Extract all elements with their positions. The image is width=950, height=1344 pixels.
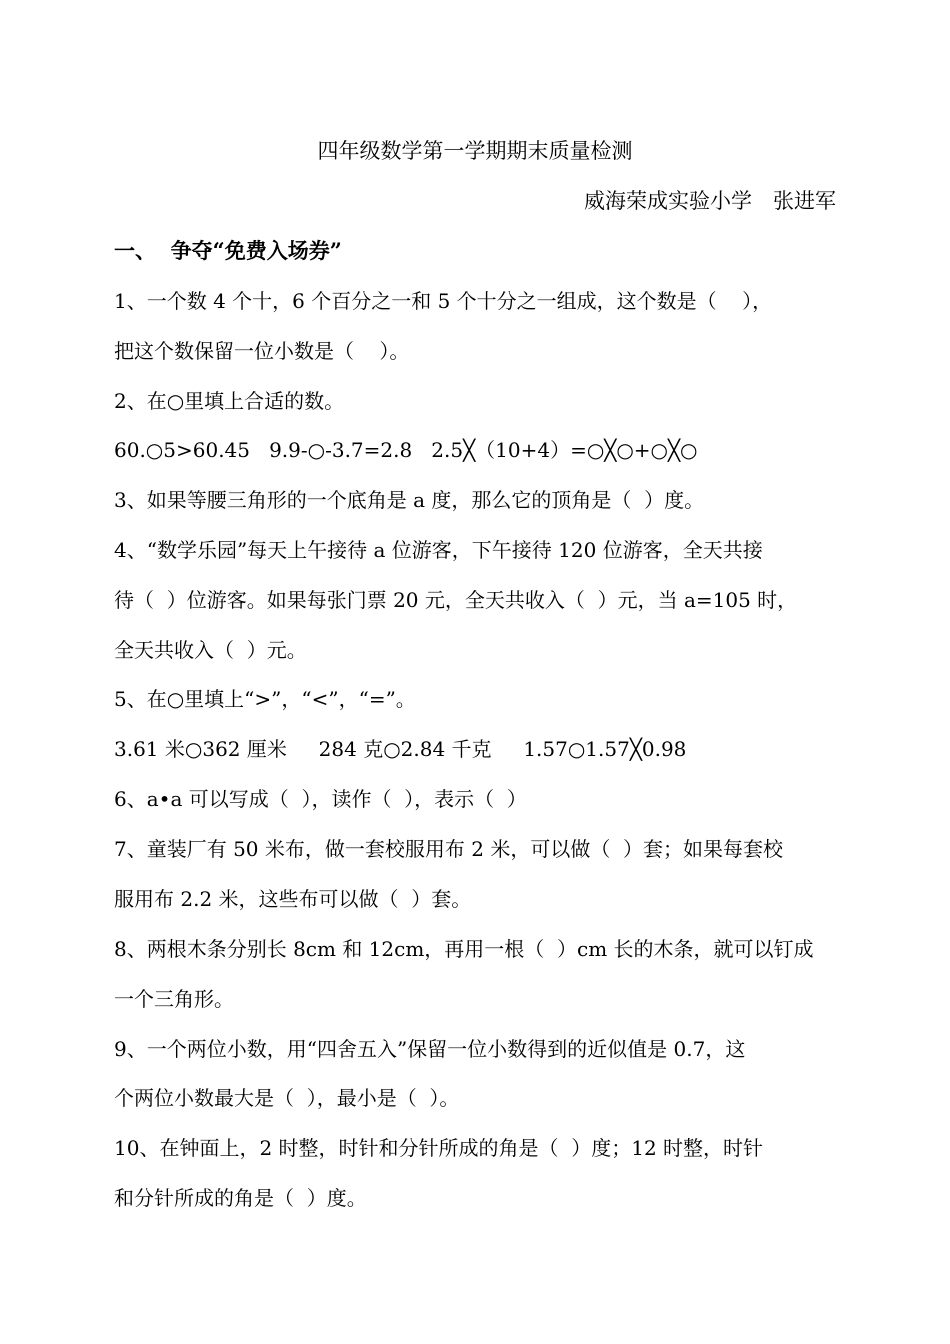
question-3-line-1: 3、如果等腰三角形的一个底角是 a 度，那么它的顶角是（ ）度。	[114, 488, 705, 512]
question-6-line-1: 6、a•a 可以写成（ ），读作（ ），表示（ ）	[114, 787, 527, 811]
document-author: 威海荣成实验小学 张进军	[584, 189, 836, 213]
question-7-line-2: 服用布 2.2 米，这些布可以做（ ）套。	[114, 887, 472, 911]
question-4-line-3: 全天共收入（ ）元。	[114, 638, 307, 662]
question-7-line-1: 7、童装厂有 50 米布，做一套校服用布 2 米，可以做（ ）套；如果每套校	[114, 837, 784, 861]
question-1-line-1: 1、一个数 4 个十，6 个百分之一和 5 个十分之一组成，这个数是（ ），	[114, 289, 773, 313]
question-4-line-2: 待（ ）位游客。如果每张门票 20 元，全天共收入（ ）元，当 a=105 时，	[114, 588, 798, 612]
question-10-line-1: 10、在钟面上，2 时整，时针和分针所成的角是（ ）度；12 时整，时针	[114, 1136, 764, 1160]
question-4-line-1: 4、“数学乐园”每天上午接待 a 位游客，下午接待 120 位游客，全天共接	[114, 538, 763, 562]
question-8-line-1: 8、两根木条分别长 8cm 和 12cm，再用一根（ ）cm 长的木条，就可以钉成	[114, 937, 814, 961]
question-2-line-1: 2、在○里填上合适的数。	[114, 389, 345, 413]
question-9-line-1: 9、一个两位小数，用“四舍五入”保留一位小数得到的近似值是 0.7，这	[114, 1037, 746, 1061]
question-2-line-2: 60.○5>60.45 9.9-○-3.7=2.8 2.5╳（10+4）=○╳○+○╳○	[114, 438, 698, 462]
document-title: 四年级数学第一学期期末质量检测	[317, 139, 633, 163]
question-5-line-2: 3.61 米○362 厘米 284 克○2.84 千克 1.57○1.57╳0.98	[114, 737, 687, 761]
section-heading: 一、 争夺“免费入场券”	[114, 238, 342, 263]
question-8-line-2: 一个三角形。	[114, 987, 234, 1011]
question-9-line-2: 个两位小数最大是（ ），最小是（ ）。	[114, 1086, 460, 1110]
question-10-line-2: 和分针所成的角是（ ）度。	[114, 1186, 367, 1210]
question-1-line-2: 把这个数保留一位小数是（ ）。	[114, 339, 410, 363]
question-5-line-1: 5、在○里填上“>”，“<”，“=”。	[114, 687, 416, 711]
